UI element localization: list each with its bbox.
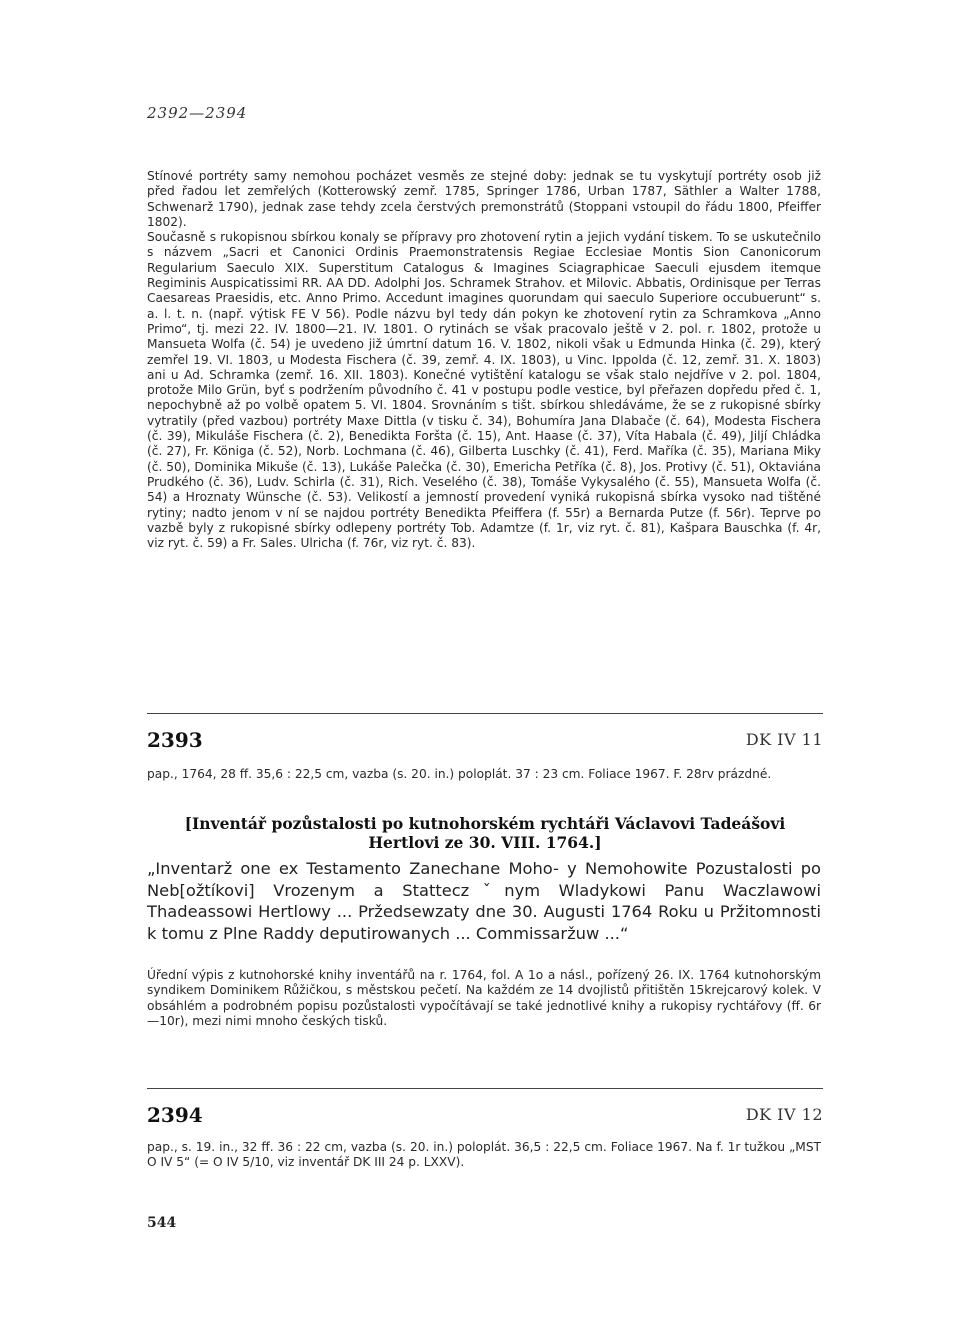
physical-description: pap., s. 19. in., 32 ff. 36 : 22 cm, vazba (s. 20. in.) poloplát. 36,5 : 22,5 cm. Foliace 1967. Na f. 1r tužkou „MST O IV 5“ (= O IV 5/10, viz inventář DK III 24 p. LXXV). xyxy=(147,1140,821,1170)
shelfmark: DK IV 12 xyxy=(745,1105,823,1124)
shelfmark: DK IV 11 xyxy=(745,730,823,749)
entry-number: 2393 xyxy=(147,728,203,752)
entry-title-line: [Inventář pozůstalosti po kutnohorském rychtáři Václavovi Tadeášovi xyxy=(184,814,786,833)
running-head: 2392—2394 xyxy=(147,104,248,122)
paragraph: Současně s rukopisnou sbírkou konaly se přípravy pro zhotovení rytin a jejich vydání tiskem. To se uskutečnilo s názvem „Sacri et Canonici Ordinis Praemonstratensis Regiae Ecclesiae Montis Sion Canonicorum Regularium Saeculo XIX. Superstitum Catalogus & Imagines Sciagraphicae Saeculi ejusdem itemque Regiminis Auspicatissimi RR. AA DD. Adolphi Jos. Schramek Strahov. et Milovic. Abbatis, Ordinisque per Terras Caesareas Praesidis, etc. Anno Primo. Accedunt imagines quorundam qui saeculo Superiore occubuerunt“ s. a. l. t. n. (např. výtisk FE V 56). Podle názvu byl tedy dán pokyn ke zhotovení rytin za Schramkova „Anno Primo“, tj. mezi 22. IV. 1800—21. IV. 1801. O rytinách se však pracovalo ještě v 2. pol. r. 1802, protože u Mansueta Wolfa (č. 54) je uvedeno již úmrtní datum 16. V. 1802, nikoli však u Edmunda Hinka (č. 29), který zemřel 19. VI. 1803, u Modesta Fischera (č. 39, zemř. 4. IX. 1803), u Vinc. Ippolda (č. 12, zemř. 31. X. 1803) ani u Ad. Schramka (zemř. 16. XII. 1803). Konečné vytištění katalogu se však stalo nejdříve v 2. pol. 1804, protože Milo Grün, byť s podržením původního č. 41 v postupu podle vestice, byl přeřazen dopředu před č. 1, nepochybně až po volbě opatem 5. VI. 1804. Srovnáním s tišt. sbírkou shledáváme, že se z rukopisné sbírky vytratily (před vazbou) portréty Maxe Dittla (v tisku č. 34), Bohumíra Jana Dlabače (č. 64), Modesta Fischera (č. 39), Mikuláše Fischera (č. 2), Benedikta Foršta (č. 15), Ant. Haase (č. 37), Víta Habala (č. 49), Jiljí Chládka (č. 27), Fr. Königa (č. 52), Norb. Lochmana (č. 46), Gilberta Luschky (č. 41), Ferd. Maříka (č. 35), Mariana Miky (č. 50), Dominika Mikuše (č. 13), Lukáše Palečka (č. 30), Emericha Petříka (č. 8), Jos. Protivy (č. 51), Oktaviána Prudkého (č. 36), Ludv. Schirla (č. 31), Rich. Veselého (č. 38), Tomáše Vykysalého (č. 55), Mansueta Wolfa (č. 54) a Hroznaty Wünsche (č. 53). Velikostí a jemností provedení vyniká rukopisná sbírka vysoko nad tištěné rytiny; nadto jenom v ní se najdou portréty Benedikta Pfeiffera (f. 55r) a Bernarda Putze (f. 56r). Teprve po vazbě byly z rukopisné sbírky odlepeny portréty Tob. Adamtze (f. 1r, viz ryt. č. 81), Kašpara Bauschka (f. 4r, viz ryt. č. 59) a Fr. Sales. Ulricha (f. 76r, viz ryt. č. 83). xyxy=(147,230,821,551)
physical-description: pap., 1764, 28 ff. 35,6 : 22,5 cm, vazba (s. 20. in.) poloplát. 37 : 23 cm. Foliace 1967. F. 28rv prázdné. xyxy=(147,767,772,781)
section-rule xyxy=(147,1088,823,1089)
entry-2392-continuation xyxy=(147,169,821,551)
incipit: „Inventarž one ex Testamento Zanechane Moho- y Nemohowite Pozustalosti po Neb[ožtíkovi] Vrozenym a Statteczˇnym Wladykowi Panu Waczlawowi Thadeassowi Hertlowy ... Pržedsewzaty dne 30. Augusti 1764 Roku u Pržitomnosti k tomu z Plne Raddy deputirowanych ... Commissaržuw ...“ xyxy=(147,859,821,943)
paragraph: Stínové portréty samy nemohou pocházet vesměs ze stejné doby: jednak se tu vyskytují portréty osob již před řadou let zemřelých (Kotterowský zemř. 1785, Springer 1786, Urban 1787, Säthler a Walter 1788, Schwenarž 1790), jednak zase tehdy zcela čerstvých premonstrátů (Stoppani vstoupil do řádu 1800, Pfeiffer 1802). xyxy=(147,169,821,229)
entry-note: Úřední výpis z kutnohorské knihy inventářů na r. 1764, fol. A 1o a násl., pořízený 26. IX. 1764 kutnohorským syndikem Dominikem Růžičkou, s městskou pečetí. Na každém ze 14 dvojlistů přitištěn 15krejcarový kolek. V obsáhlém a podrobném popisu pozůstalosti vypočítávají se také jednotlivé knihy a rukopisy rychtářovy (ff. 6r—10r), mezi nimi mnoho českých tisků. xyxy=(147,968,821,1028)
section-rule xyxy=(147,713,823,714)
entry-title xyxy=(147,814,823,852)
entry-number: 2394 xyxy=(147,1103,203,1127)
entry-title-line: Hertlovi ze 30. VIII. 1764.] xyxy=(368,833,602,852)
page-number: 544 xyxy=(147,1215,177,1231)
